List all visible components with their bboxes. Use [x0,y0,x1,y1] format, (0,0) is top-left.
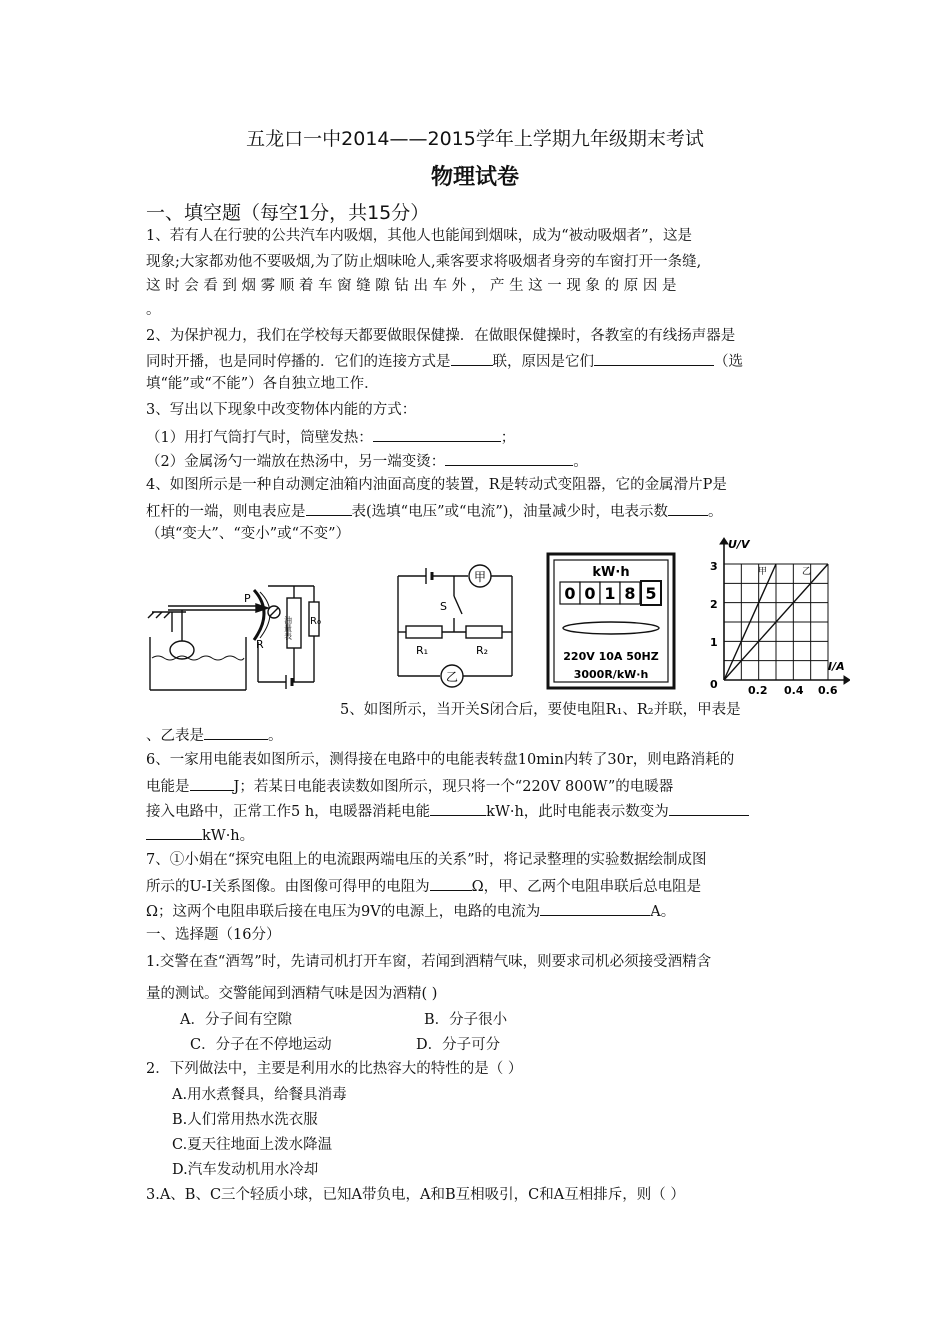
mc2-option-d: D.汽车发动机用水冷却 [172,1162,319,1178]
x-tick-label: 0.6 [818,684,838,696]
q2-text-a: 同时开播，也是同时停播的．它们的连接方式是 [146,354,451,370]
meter-jia-label: 甲 [474,570,487,584]
meter-rev: 3000R/kW·h [573,668,649,681]
q3-text-c: （2）金属汤勺一端放在热汤中，另一端变烫： [146,454,446,470]
blank [540,900,650,916]
line-yi-label: 乙 [802,567,812,577]
blank [306,500,352,516]
slider-label: P [244,592,251,605]
mc1-option-d: D．分子可分 [416,1037,501,1053]
x-tick-label: 0.2 [748,684,768,696]
mc2-option-a: A.用水煮餐具，给餐具消毒 [172,1087,347,1103]
q4-line-2 [146,500,722,522]
meter-digit: 1 [604,584,616,603]
mc1-line-2: 量的测试。交警能闻到酒精气味是因为酒精( ) [146,986,438,1002]
q3-line-2 [146,426,515,448]
q5-text-a: 5、如图所示，当开关S闭合后，要使电阻R₁、R₂并联，甲表是 [340,702,741,718]
energy-meter-figure [546,552,676,690]
q5-line-1 [340,700,741,720]
x-axis-arrow [844,676,850,684]
blank [146,824,202,840]
mc1-option-c: C．分子在不停地运动 [190,1037,332,1053]
meter-label: 油量表 [283,616,293,640]
meter-digit: 5 [645,584,657,603]
section-fill-heading: 一、填空题（每空1分，共15分） [146,202,430,224]
mc2-option-b: B.人们常用热水洗衣服 [172,1112,318,1128]
meter-digit: 0 [564,584,576,603]
q6-text-e: kW·h。 [202,828,255,844]
q5-text-c: 。 [268,728,283,744]
q3-line-1: 3、写出以下现象中改变物体内能的方式： [146,402,417,418]
q7-line-2 [146,875,701,897]
mc1-option-a: A．分子间有空隙 [180,1012,292,1028]
blank [430,800,486,816]
blank [594,350,714,366]
r0-label: R₀ [310,616,321,627]
q7-text-d: A。 [650,904,676,920]
q7-line-1: 7、①小娟在“探究电阻上的电流跟两端电压的关系”时，将记录整理的实验数据绘制成图 [146,852,707,868]
q4-text-a: 杠杆的一端，则电表应是 [146,504,306,520]
y-axis-arrow [720,538,728,544]
mc2-line: 2．下列做法中，主要是利用水的比热容大的特性的是（ ） [146,1061,523,1077]
blank [190,775,234,791]
r2-label: R₂ [476,644,489,657]
q6-text-b: J；若某日电能表读数如图所示，现只将一个“220V 800W”的电暖器 [233,779,674,795]
q6-line-2 [146,775,673,797]
mc2-option-c: C.夏天往地面上泼水降温 [172,1137,333,1153]
resistor-label: R [256,638,264,651]
oil-gauge-figure [146,562,326,694]
switch-label: S [440,600,447,613]
q2-line-3: 填“能”或“不能”）各自独立地工作． [146,376,379,392]
blank [430,875,472,891]
y-axis-label: U/V [728,538,750,551]
q3-text-b: ； [500,430,516,446]
q4-text-b: 表(选填“电压”或“电流”)，油量减少时，电表示数 [351,504,668,520]
mc1-line-1: 1.交警在查“酒驾”时，先请司机打开车窗，若闻到酒精气味，则要求司机必须接受酒精含 [146,954,712,970]
q6-line-3 [146,800,749,822]
meter-rating: 220V 10A 50HZ [563,650,659,663]
parallel-circuit-figure [392,562,520,692]
blank [668,500,708,516]
q6-line-4 [146,824,254,846]
y-tick-label: 2 [710,598,718,611]
u-i-graph [698,536,850,696]
q3-line-3 [146,450,588,472]
q1-line-1: 1、若有人在行驶的公共汽车内吸烟，其他人也能闻到烟味，成为“被动吸烟者”，这是 [146,228,693,244]
y-tick-label: 1 [710,636,718,649]
q5-text-b: 、乙表是 [146,728,204,744]
mc1-option-b: B．分子很小 [424,1012,508,1028]
q6-text-d: kW·h，此时电能表示数变为 [486,804,669,820]
q6-text-a: 电能是 [146,779,190,795]
q4-line-1: 4、如图所示是一种自动测定油箱内油面高度的装置，R是转动式变阻器，它的金属滑片P是 [146,477,727,493]
blank [669,800,749,816]
x-axis-label: I/A [828,660,845,673]
blank [204,724,268,740]
x-tick-label: 0.4 [784,684,804,696]
meter-digit: 0 [584,584,596,603]
q2-line-1: 2、为保护视力，我们在学校每天都要做眼保健操．在做眼保健操时，各教室的有线扬声器是 [146,328,736,344]
line-jia-label: 甲 [758,567,768,577]
origin-label: 0 [710,678,718,691]
q7-text-b: Ω，甲、乙两个电阻串联后总电阻是 [471,879,702,895]
q5-line-2 [146,724,283,746]
q6-line-1: 6、一家用电能表如图所示，测得接在电路中的电能表转盘10min内转了30r，则电路消耗的 [146,752,735,768]
q1-line-4: 。 [146,302,161,318]
blank [451,350,493,366]
q2-text-c: （选 [714,354,743,370]
r1-label: R₁ [416,644,429,657]
q3-text-a: （1）用打气筒打气时，筒壁发热： [146,430,373,446]
meter-unit: kW·h [592,565,630,580]
mc3-line: 3.A、B、C三个轻质小球，已知A带负电，A和B互相吸引，C和A互相排斥，则（ ） [146,1187,685,1203]
q6-text-c: 接入电路中，正常工作5 h，电暖器消耗电能 [146,804,431,820]
q1-line-2: 现象;大家都劝他不要吸烟,为了防止烟味呛人,乘客要求将吸烟者身旁的车窗打开一条缝, [146,254,702,270]
section-choice-heading: 一、选择题（16分） [146,927,281,943]
q1-line-3: 这 时 会 看 到 烟 雾 顺 着 车 窗 缝 隙 钻 出 车 外 ， 产 生 这 一 现 象 的 原 因 是 [146,278,677,294]
q2-text-b: 联，原因是它们 [492,354,594,370]
meter-yi-label: 乙 [446,670,459,684]
blank [445,450,573,466]
q7-text-c: Ω；这两个电阻串联后接在电压为9V的电源上，电路的电流为 [146,904,541,920]
q7-line-3 [146,900,675,922]
meter-digit: 8 [624,584,636,603]
exam-title: 五龙口一中2014——2015学年上学期九年级期末考试 [246,128,704,150]
q7-text-a: 所示的U-I关系图像。由图像可得甲的电阻为 [146,879,430,895]
q2-line-2 [146,350,743,372]
blank [373,426,501,442]
q4-text-c: 。 [707,504,723,520]
q3-text-d: 。 [573,454,588,470]
exam-subtitle: 物理试卷 [430,165,519,190]
q4-line-3: （填“变大”、“变小”或“不变”） [146,526,350,542]
y-tick-label: 3 [710,560,718,573]
